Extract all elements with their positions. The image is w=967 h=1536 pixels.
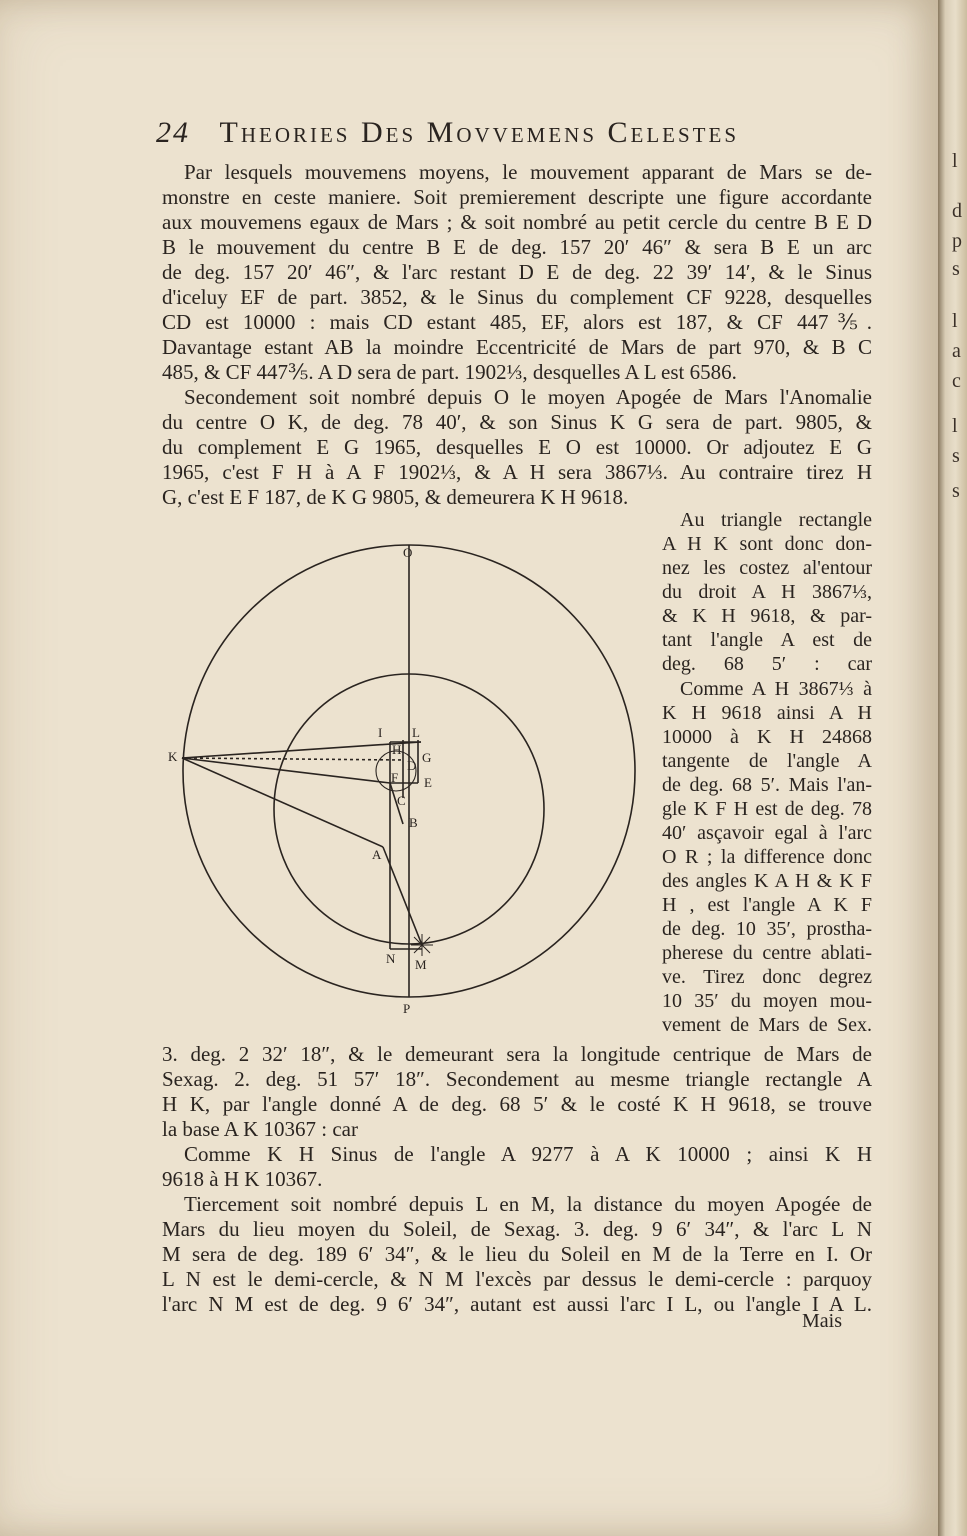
side-text-line: vement de Mars de Sex. — [662, 1014, 872, 1036]
line-k-h — [182, 758, 403, 760]
text-line: G, c'est E F 187, de K G 9805, & demeurera K H 9618. — [162, 485, 629, 509]
side-text-line: de deg. 68 5′. Mais l'an- — [662, 774, 872, 796]
label-b: B — [409, 815, 418, 830]
text-line: Mars du lieu moyen du Soleil, de Sexag. 3. deg. 9 6′ 34″, & l'arc L N — [162, 1217, 872, 1241]
text-line: du complement E G 1965, desquelles E O est 10000. Or adjoutez E G — [162, 435, 872, 459]
label-d: D — [407, 758, 417, 773]
side-text-line: deg. 68 5′ : car — [662, 653, 872, 675]
edge-letter: s — [952, 445, 960, 467]
text-line: la base A K 10367 : car — [162, 1117, 358, 1141]
label-e: E — [424, 775, 432, 790]
text-line: H K, par l'angle donné A de deg. 68 5′ & le costé K H 9618, se trouve — [162, 1092, 872, 1116]
side-text-line: pherese du centre ablati- — [662, 942, 872, 964]
text-line: d'iceluy EF de part. 3852, & le Sinus du complement CF 9228, desquelles — [162, 285, 872, 309]
label-h: H — [392, 742, 402, 757]
edge-letter: l — [952, 415, 958, 437]
text-line: M sera de deg. 189 6′ 34″, & le lieu du Soleil en M de la Terre en I. Or — [162, 1242, 872, 1266]
text-line: 9618 à H K 10367. — [162, 1167, 323, 1191]
text-line: Par lesquels mouvemens moyens, le mouvement apparant de Mars se de- — [184, 160, 872, 184]
facing-page-edge — [938, 0, 967, 1536]
side-text-line: gle K F H est de deg. 78 — [662, 798, 872, 820]
text-line: Sexag. 2. deg. 51 57′ 18″. Secondement au mesme triangle rectangle A — [162, 1067, 872, 1091]
label-p: P — [403, 1001, 411, 1016]
text-line: Tiercement soit nombré depuis L en M, la distance du moyen Apogée de — [184, 1192, 872, 1216]
text-line: Davantage estant AB la moindre Eccentricité de Mars de part 970, & B C — [162, 335, 872, 359]
side-text-line: du droit A H 3867⅓, — [662, 581, 872, 603]
label-g: G — [422, 750, 432, 765]
catchword: Mais — [802, 1310, 842, 1332]
side-text-line: & K H 9618, & par- — [662, 605, 872, 627]
side-text-line: Comme A H 3867⅓ à — [680, 678, 872, 700]
running-title: Theories Des Movvemens Celestes — [219, 116, 740, 149]
side-text-line: K H 9618 ainsi A H — [662, 702, 872, 724]
label-i: I — [378, 725, 383, 740]
line-a-m — [383, 847, 422, 945]
page-number: 24 — [156, 116, 190, 149]
text-line: l'arc N M est de deg. 9 6′ 34″, autant est aussi l'arc I L, ou l'angle I A L. — [162, 1292, 872, 1316]
label-c: C — [397, 793, 406, 808]
side-text-line: 40′ asçavoir egal à l'arc — [662, 822, 872, 844]
edge-letter: l — [952, 310, 958, 332]
label-f: F — [391, 770, 399, 785]
side-text-line: tant l'angle A est de — [662, 629, 872, 651]
text-line: 3. deg. 2 32′ 18″, & le demeurant sera la longitude centrique de Mars de — [162, 1042, 872, 1066]
side-text-line: Au triangle rectangle — [680, 509, 872, 531]
line-k-l — [182, 742, 421, 758]
text-line: L N est le demi-cercle, & N M l'excès par dessus le demi-cercle : parquoy — [162, 1267, 872, 1291]
sun-symbol — [411, 934, 433, 956]
label-o: O — [403, 545, 413, 560]
label-k: K — [168, 749, 178, 764]
side-text-line: tangente de l'angle A — [662, 750, 872, 772]
side-text-line: des angles K A H & K F — [662, 870, 872, 892]
edge-letter: d — [952, 200, 962, 222]
text-line: 485, & CF 447⅗. A D sera de part. 1902⅓, desquelles A L est 6586. — [162, 360, 737, 384]
text-line: 1965, c'est F H à A F 1902⅓, & A H sera 3867⅓. Au contraire tirez H — [162, 460, 872, 484]
line-k-a — [182, 758, 383, 847]
side-text-line: O R ; la difference donc — [662, 846, 872, 868]
label-n: N — [386, 951, 396, 966]
text-line: de deg. 157 20′ 46″, & l'arc restant D E de deg. 22 39′ 14′, & le Sinus — [162, 260, 872, 284]
running-header — [156, 116, 846, 156]
side-text-line: nez les costez al'entour — [662, 557, 872, 579]
text-line: Comme K H Sinus de l'angle A 9277 à A K 10000 ; ainsi K H — [184, 1142, 872, 1166]
line-k-f — [182, 758, 390, 783]
text-line: Secondement soit nombré depuis O le moyen Apogée de Mars l'Anomalie — [184, 385, 872, 409]
edge-letter: l — [952, 150, 958, 172]
edge-letter: p — [952, 230, 962, 252]
side-text-line: H , est l'angle A K F — [662, 894, 872, 916]
text-line: CD est 10000 : mais CD estant 485, EF, alors est 187, & CF 447⅗. — [162, 310, 872, 334]
label-l: L — [412, 725, 420, 740]
label-m: M — [415, 957, 427, 972]
text-line: aux mouvemens egaux de Mars ; & soit nombré au petit cercle du centre B E D — [162, 210, 872, 234]
edge-letter: c — [952, 370, 961, 392]
side-text-line: de deg. 10 35′, prostha- — [662, 918, 872, 940]
text-line: monstre en ceste maniere. Soit premierement descripte une figure accordante — [162, 185, 872, 209]
text-line: B le mouvement du centre B E de deg. 157 20′ 46″ & sera B E un arc — [162, 235, 872, 259]
orbit-diagram — [150, 535, 650, 1020]
edge-letter: s — [952, 258, 960, 280]
side-text-line: 10000 à K H 24868 — [662, 726, 872, 748]
side-text-line: A H K sont donc don- — [662, 533, 872, 555]
edge-letter: a — [952, 340, 961, 362]
label-a: A — [372, 847, 382, 862]
side-text-line: 10 35′ du moyen mou- — [662, 990, 872, 1012]
side-text-line: ve. Tirez donc degrez — [662, 966, 872, 988]
text-line: du centre O K, de deg. 78 40′, & son Sinus K G sera de part. 9805, & — [162, 410, 872, 434]
edge-letter: s — [952, 480, 960, 502]
